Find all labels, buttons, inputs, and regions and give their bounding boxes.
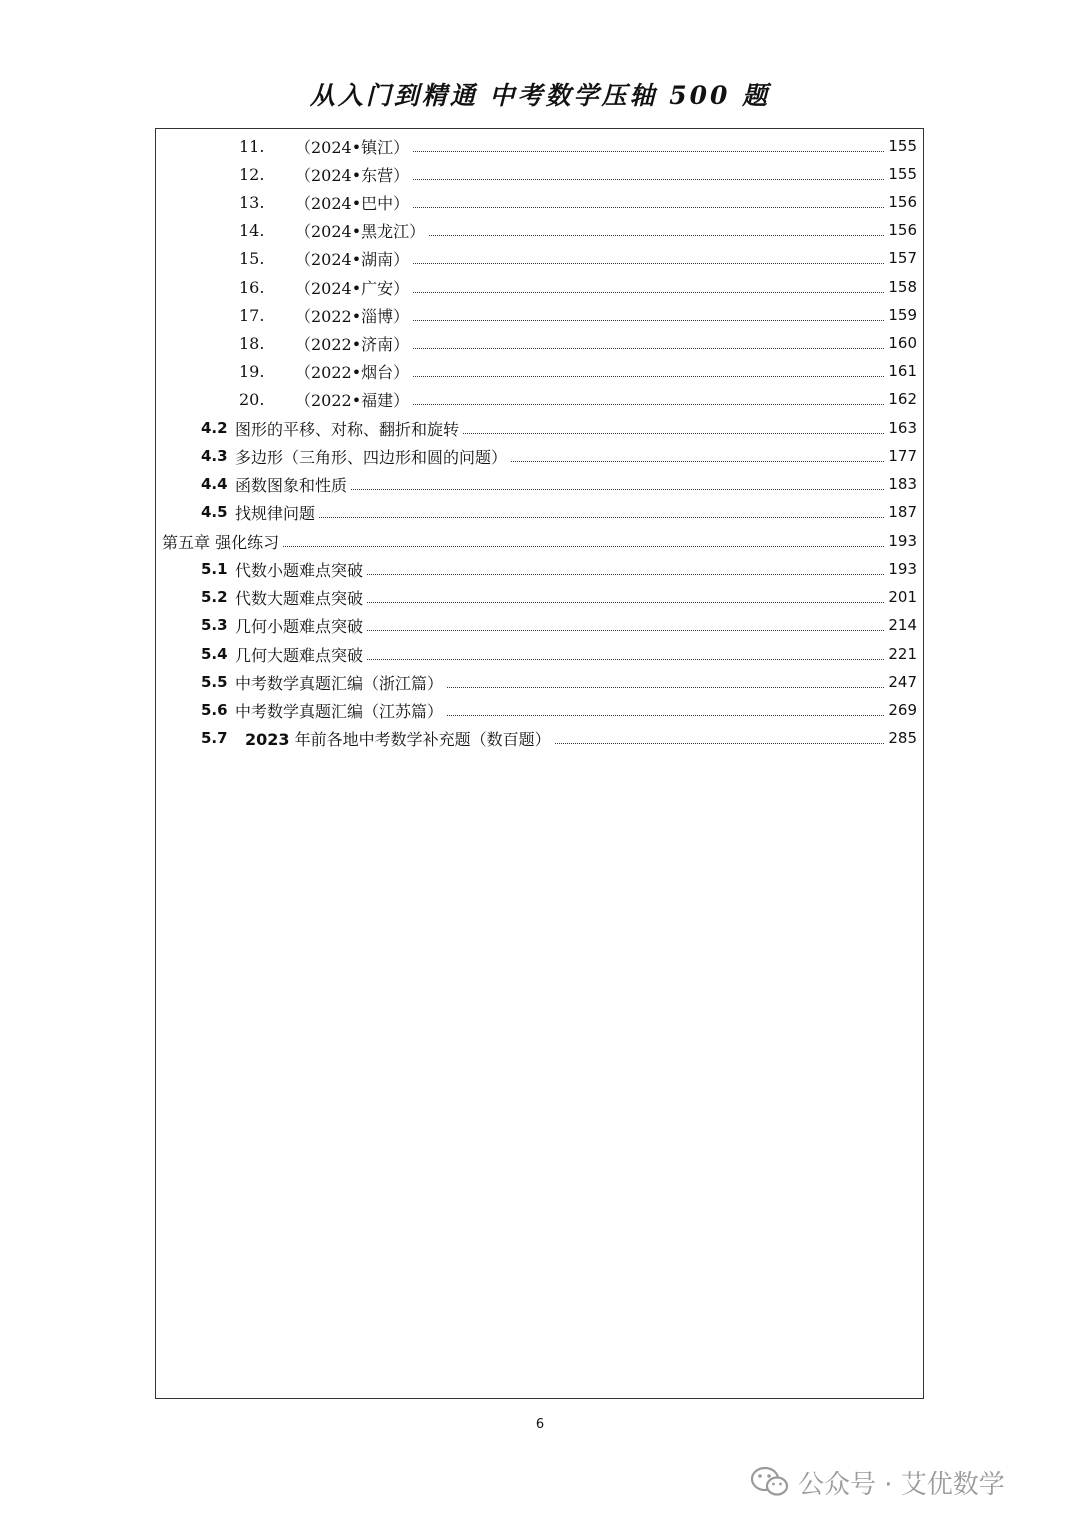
toc-entry-section-5-4[interactable]: [156, 640, 917, 668]
entry-title: （2024•黑龙江）: [295, 221, 426, 241]
section-page: 183: [888, 475, 917, 493]
dot-leader: [413, 394, 884, 405]
dot-leader: [447, 705, 884, 716]
dot-leader: [351, 479, 884, 490]
section-number: 4.3: [201, 447, 228, 465]
section-number: 5.7: [201, 729, 228, 747]
entry-title: （2024•东营）: [295, 165, 410, 185]
book-title: 从入门到精通 中考数学压轴 500 题: [309, 81, 771, 110]
chapter-title: 第五章 强化练习: [162, 532, 280, 552]
entry-page: 156: [888, 221, 917, 239]
section-title: 函数图象和性质: [235, 475, 348, 495]
entry-number: 13.: [239, 192, 265, 212]
toc-entry-problem-13[interactable]: [156, 188, 917, 216]
entry-number: 15.: [239, 248, 265, 268]
entry-page: 162: [888, 390, 917, 408]
dot-leader: [413, 366, 884, 377]
dot-leader: [413, 310, 884, 321]
section-number: 5.5: [201, 673, 228, 691]
page-number: 6: [535, 1417, 545, 1432]
toc-entry-section-4-2[interactable]: [156, 414, 917, 442]
entry-number: 20.: [239, 389, 265, 409]
section-number: 5.4: [201, 645, 228, 663]
section-number: 5.3: [201, 616, 228, 634]
dot-leader: [447, 677, 884, 688]
dot-leader: [555, 733, 885, 744]
section-title: 图形的平移、对称、翻折和旋转: [235, 419, 460, 439]
entry-page: 158: [888, 278, 917, 296]
entry-page: 159: [888, 306, 917, 324]
toc-entry-section-5-6[interactable]: [156, 696, 917, 724]
entry-title: （2024•巴中）: [295, 193, 410, 213]
section-page: 247: [888, 673, 917, 691]
toc-entry-problem-12[interactable]: [156, 160, 917, 188]
section-title: 中考数学真题汇编（江苏篇）: [235, 701, 444, 721]
toc-entry-section-5-5[interactable]: [156, 668, 917, 696]
entry-title: （2022•福建）: [295, 390, 410, 410]
section-page: 201: [888, 588, 917, 606]
toc-entry-section-5-2[interactable]: [156, 583, 917, 611]
toc-entry-section-4-5[interactable]: [156, 498, 917, 526]
dot-leader: [413, 197, 884, 208]
toc-entry-section-5-3[interactable]: [156, 611, 917, 639]
entry-number: 17.: [239, 305, 265, 325]
entry-number: 16.: [239, 277, 265, 297]
section-title: 代数大题难点突破: [235, 588, 364, 608]
dot-leader: [367, 649, 884, 660]
section-page: 187: [888, 503, 917, 521]
section-title: 代数小题难点突破: [235, 560, 364, 580]
dot-leader: [413, 253, 884, 264]
wechat-icon: [750, 1465, 790, 1499]
section-title: 多边形（三角形、四边形和圆的问题）: [235, 447, 508, 467]
section-page: 285: [888, 729, 917, 747]
section-title: 年前各地中考数学补充题（数百题）: [294, 729, 551, 749]
entry-page: 156: [888, 193, 917, 211]
section-page: 214: [888, 616, 917, 634]
section-page: 221: [888, 645, 917, 663]
entry-page: 155: [888, 165, 917, 183]
entry-title: （2022•烟台）: [295, 362, 410, 382]
entry-number: 18.: [239, 333, 265, 353]
section-page: 177: [888, 447, 917, 465]
dot-leader: [413, 282, 884, 293]
entry-title: （2024•广安）: [295, 278, 410, 298]
toc-entry-problem-11[interactable]: [156, 132, 917, 160]
dot-leader: [413, 338, 884, 349]
entry-title: （2022•淄博）: [295, 306, 410, 326]
toc-entry-problem-20[interactable]: [156, 385, 917, 413]
section-number: 5.1: [201, 560, 228, 578]
toc-entry-section-5-1[interactable]: [156, 555, 917, 583]
entry-number: 12.: [239, 164, 265, 184]
toc-entry-problem-19[interactable]: [156, 357, 917, 385]
page-header: [0, 76, 1080, 116]
section-number: 4.5: [201, 503, 228, 521]
section-year: 2023: [245, 729, 290, 749]
dot-leader: [283, 536, 884, 547]
section-title: 找规律问题: [235, 503, 316, 523]
entry-title: （2022•济南）: [295, 334, 410, 354]
toc-entry-problem-17[interactable]: [156, 301, 917, 329]
section-page: 269: [888, 701, 917, 719]
entry-number: 19.: [239, 361, 265, 381]
section-number: 4.2: [201, 419, 228, 437]
entry-page: 160: [888, 334, 917, 352]
toc-entry-problem-15[interactable]: [156, 244, 917, 272]
entry-number: 11.: [239, 136, 265, 156]
entry-number: 14.: [239, 220, 265, 240]
section-page: 163: [888, 419, 917, 437]
table-of-contents: [155, 128, 924, 1399]
section-title: 几何小题难点突破: [235, 616, 364, 636]
section-number: 5.6: [201, 701, 228, 719]
entry-page: 157: [888, 249, 917, 267]
watermark: [750, 1462, 1050, 1502]
entry-page: 161: [888, 362, 917, 380]
dot-leader: [367, 620, 884, 631]
toc-entry-chapter-5[interactable]: [156, 527, 917, 555]
toc-entry-problem-16[interactable]: [156, 273, 917, 301]
section-title: 中考数学真题汇编（浙江篇）: [235, 673, 444, 693]
chapter-page: 193: [888, 532, 917, 550]
dot-leader: [463, 423, 884, 434]
dot-leader: [413, 141, 884, 152]
toc-entry-problem-14[interactable]: [156, 216, 917, 244]
toc-entry-section-5-7[interactable]: [156, 724, 917, 752]
dot-leader: [429, 225, 884, 236]
entry-title: （2024•湖南）: [295, 249, 410, 269]
dot-leader: [319, 507, 884, 518]
dot-leader: [511, 451, 884, 462]
section-page: 193: [888, 560, 917, 578]
dot-leader: [367, 564, 884, 575]
section-number: 4.4: [201, 475, 228, 493]
watermark-text: 公众号 · 艾优数学: [798, 1469, 1005, 1500]
toc-entry-problem-18[interactable]: [156, 329, 917, 357]
section-title: 几何大题难点突破: [235, 645, 364, 665]
toc-entry-section-4-3[interactable]: [156, 442, 917, 470]
entry-title: （2024•镇江）: [295, 137, 410, 157]
section-number: 5.2: [201, 588, 228, 606]
entry-page: 155: [888, 137, 917, 155]
dot-leader: [413, 169, 884, 180]
toc-entry-section-4-4[interactable]: [156, 470, 917, 498]
dot-leader: [367, 592, 884, 603]
